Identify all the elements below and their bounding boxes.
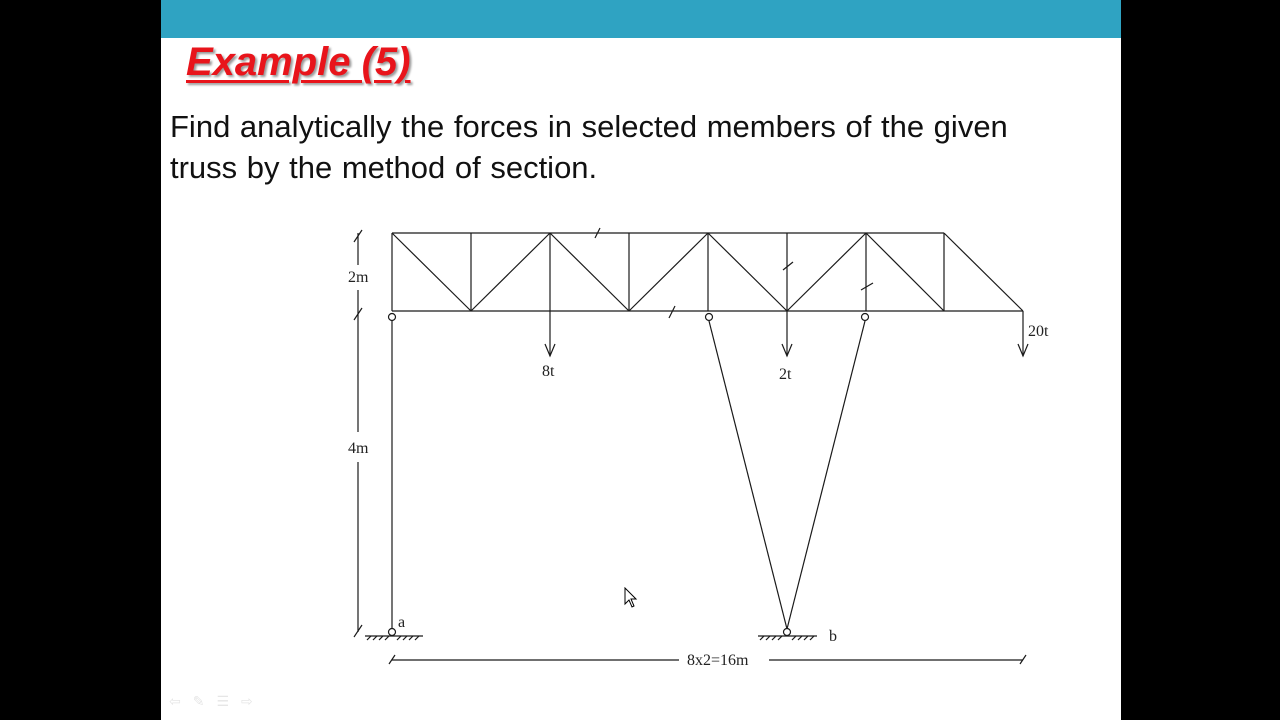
- truss-diagonal: [944, 233, 1023, 311]
- support-label-b: b: [829, 628, 837, 645]
- section-mark: [861, 283, 873, 290]
- pen-icon[interactable]: ✎: [192, 694, 205, 710]
- hinge-top-a: [389, 314, 396, 321]
- previous-slide-icon[interactable]: ⇦: [169, 694, 181, 710]
- load-label-8t: 8t: [542, 363, 555, 380]
- hinge-support-a: [389, 629, 396, 636]
- section-mark: [783, 262, 793, 270]
- hinge-support-b: [784, 629, 791, 636]
- hinge-top-right-leg: [862, 314, 869, 321]
- menu-icon[interactable]: ☰: [216, 694, 230, 710]
- truss-diagonal: [866, 233, 944, 311]
- truss-diagonal: [708, 233, 787, 311]
- truss-diagonal: [392, 233, 471, 311]
- section-mark: [669, 306, 675, 318]
- load-label-20t: 20t: [1028, 323, 1049, 340]
- mouse-pointer-icon: [624, 587, 638, 609]
- support-label-a: a: [398, 614, 406, 631]
- load-label-2t: 2t: [779, 366, 792, 383]
- problem-line-2: truss by the method of section.: [170, 150, 598, 185]
- truss-diagram: [161, 0, 1121, 720]
- truss-diagonal: [629, 233, 708, 311]
- span-dimension-label: 8x2=16m: [687, 652, 749, 669]
- slide: [161, 0, 1121, 720]
- truss-diagonal: [471, 233, 550, 311]
- leg-left-b: [709, 321, 787, 629]
- next-slide-icon[interactable]: ⇨: [241, 694, 253, 710]
- hinge-top-left-leg: [706, 314, 713, 321]
- slide-title: Example (5): [186, 40, 411, 84]
- dimension-label-4m: 4m: [348, 440, 369, 457]
- dimension-label-2m: 2m: [348, 269, 369, 286]
- truss-diagonal: [550, 233, 629, 311]
- problem-line-1: Find analytically the forces in selected members of the given: [170, 109, 1008, 144]
- leg-right-b: [787, 321, 865, 629]
- truss-diagonal: [787, 233, 866, 311]
- slide-nav-controls: [169, 692, 253, 712]
